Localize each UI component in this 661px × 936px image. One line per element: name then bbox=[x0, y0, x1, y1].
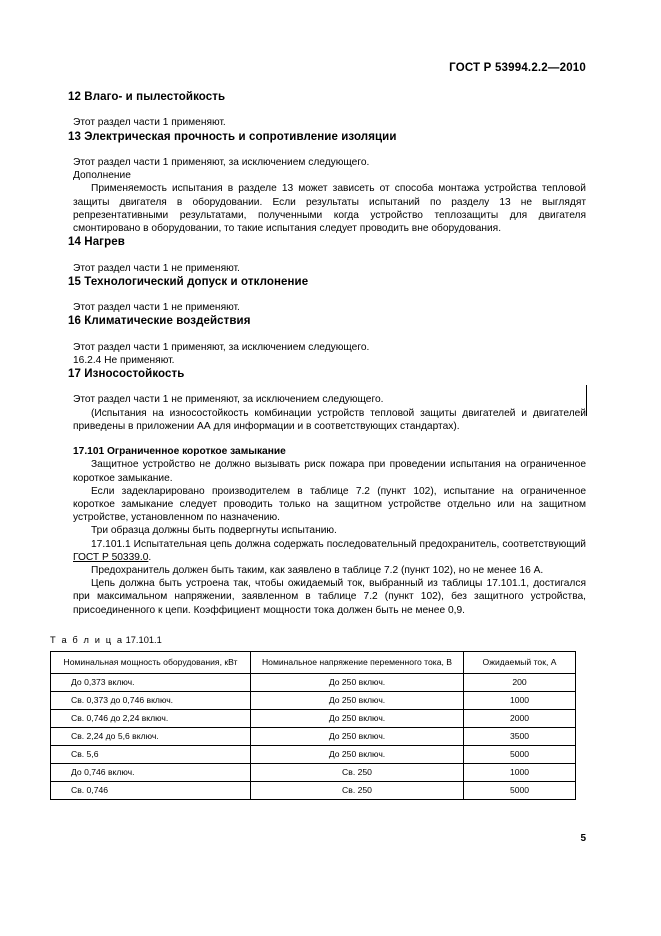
cell-current: 1000 bbox=[464, 763, 576, 781]
cell-voltage: До 250 включ. bbox=[251, 709, 464, 727]
cell-power: Св. 0,373 до 0,746 включ. bbox=[51, 691, 251, 709]
section-13-paragraph-1: Этот раздел части 1 применяют, за исключением следующего. bbox=[73, 156, 370, 168]
table-row bbox=[51, 691, 576, 709]
table-row bbox=[51, 763, 576, 781]
section-13-paragraph-3: Применяемость испытания в разделе 13 может зависеть от способа монтажа устройства тепловой защиты двигателя в оборудовании. Если результаты испытаний по разделу 13 не выглядят репрезентативными результатами, полученными когда устройство теплозащиты для двигателя смонтировано в оборудовании, то такие испытания следует проводить вне оборудования. bbox=[73, 183, 586, 234]
table-row bbox=[51, 745, 576, 763]
subsection-17-101-paragraph-after-2: Цепь должна быть устроена так, чтобы ожидаемый ток, выбранный из таблицы 17.101.1, достигался при максимальном напряжении, заявленном в таблице 7.2 (пункт 102), без защитного устройства, присоединенного к цепи. Коэффициент мощности тока должен быть не менее 0,9. bbox=[73, 578, 586, 616]
table-body bbox=[51, 673, 576, 799]
table-column-header-current: Ожидаемый ток, А bbox=[464, 651, 576, 673]
page-content bbox=[50, 90, 586, 800]
clause-17-101-1-text-after: . bbox=[148, 551, 152, 563]
subsection-17-101-paragraph-after-1: Предохранитель должен быть таким, как заявлено в таблице 7.2 (пункт 102), но не менее 16 А. bbox=[91, 564, 544, 576]
section-heading-14: 14 Нагрев bbox=[68, 236, 125, 249]
margin-change-bar bbox=[586, 385, 587, 416]
table-row bbox=[51, 709, 576, 727]
table-caption-number: 17.101.1 bbox=[125, 634, 162, 645]
section-13-paragraph-2: Дополнение bbox=[73, 170, 131, 182]
cell-power: До 0,373 включ. bbox=[51, 673, 251, 691]
section-heading-13: 13 Электрическая прочность и сопротивление изоляции bbox=[68, 130, 397, 143]
page-number: 5 bbox=[580, 833, 586, 844]
section-16-paragraph-1: Этот раздел части 1 применяют, за исключением следующего. bbox=[73, 341, 370, 353]
table-row bbox=[51, 781, 576, 799]
section-heading-12: 12 Влаго- и пылестойкость bbox=[68, 91, 226, 103]
table-row bbox=[51, 727, 576, 745]
cell-current: 5000 bbox=[464, 781, 576, 799]
cell-current: 3500 bbox=[464, 727, 576, 745]
cell-current: 2000 bbox=[464, 709, 576, 727]
standard-reference-link[interactable]: ГОСТ Р 50339.0 bbox=[73, 551, 149, 563]
cell-current: 200 bbox=[464, 673, 576, 691]
table-row bbox=[51, 673, 576, 691]
section-17-paragraph-2: (Испытания на износостойкость комбинации устройств тепловой защиты двигателей и двигателей приведены в приложении АА для информации и в соответствующих стандартах). bbox=[73, 407, 586, 432]
cell-voltage: До 250 включ. bbox=[251, 727, 464, 745]
table-caption-label: Т а б л и ц а bbox=[50, 634, 124, 645]
section-heading-16: 16 Климатические воздействия bbox=[68, 315, 251, 328]
cell-power: Св. 5,6 bbox=[51, 745, 251, 763]
table-header-row bbox=[51, 651, 576, 673]
section-heading-17: 17 Износостойкость bbox=[68, 368, 185, 381]
cell-power: Св. 2,24 до 5,6 включ. bbox=[51, 727, 251, 745]
section-16-clause-16-2-4: 16.2.4 Не применяют. bbox=[73, 354, 175, 366]
cell-voltage: До 250 включ. bbox=[251, 673, 464, 691]
table-caption bbox=[50, 635, 586, 645]
table-column-header-voltage: Номинальное напряжение переменного тока, В bbox=[251, 651, 464, 673]
cell-power: Св. 0,746 bbox=[51, 781, 251, 799]
running-header-standard-number: ГОСТ Р 53994.2.2—2010 bbox=[449, 62, 586, 74]
cell-power: До 0,746 включ. bbox=[51, 763, 251, 781]
cell-voltage: Св. 250 bbox=[251, 781, 464, 799]
cell-current: 5000 bbox=[464, 745, 576, 763]
table-column-header-power: Номинальная мощность оборудования, кВт bbox=[51, 651, 251, 673]
subsection-heading-17-101: 17.101 Ограниченное короткое замыкание bbox=[73, 446, 286, 458]
cell-voltage: До 250 включ. bbox=[251, 691, 464, 709]
section-15-paragraph-1: Этот раздел части 1 не применяют. bbox=[73, 302, 240, 314]
subsection-17-101-paragraph-1: Защитное устройство не должно вызывать риск пожара при проведении испытания на ограниченное короткое замыкание. bbox=[73, 459, 586, 484]
section-12-paragraph-1: Этот раздел части 1 применяют. bbox=[73, 117, 226, 129]
cell-current: 1000 bbox=[464, 691, 576, 709]
subsection-17-101-paragraph-2: Если задекларировано производителем в таблице 7.2 (пункт 102), испытание на ограниченное короткое замыкание следует проводить только на защитном устройстве отдельно или на защитном устройстве, установленном по назначению. bbox=[73, 485, 586, 524]
clause-17-101-1-text-before: 17.101.1 Испытательная цепь должна содержать последовательный предохранитель, соответствующий bbox=[91, 538, 586, 550]
section-17-paragraph-1: Этот раздел части 1 не применяют, за исключением следующего. bbox=[73, 394, 384, 406]
cell-voltage: До 250 включ. bbox=[251, 745, 464, 763]
table-17-101-1 bbox=[50, 651, 576, 800]
section-heading-15: 15 Технологический допуск и отклонение bbox=[68, 275, 309, 288]
section-14-paragraph-1: Этот раздел части 1 не применяют. bbox=[73, 262, 240, 274]
cell-power: Св. 0,746 до 2,24 включ. bbox=[51, 709, 251, 727]
cell-voltage: Св. 250 bbox=[251, 763, 464, 781]
subsection-17-101-paragraph-3: Три образца должны быть подвергнуты испытанию. bbox=[91, 525, 337, 537]
clause-17-101-1-paragraph bbox=[73, 538, 586, 564]
